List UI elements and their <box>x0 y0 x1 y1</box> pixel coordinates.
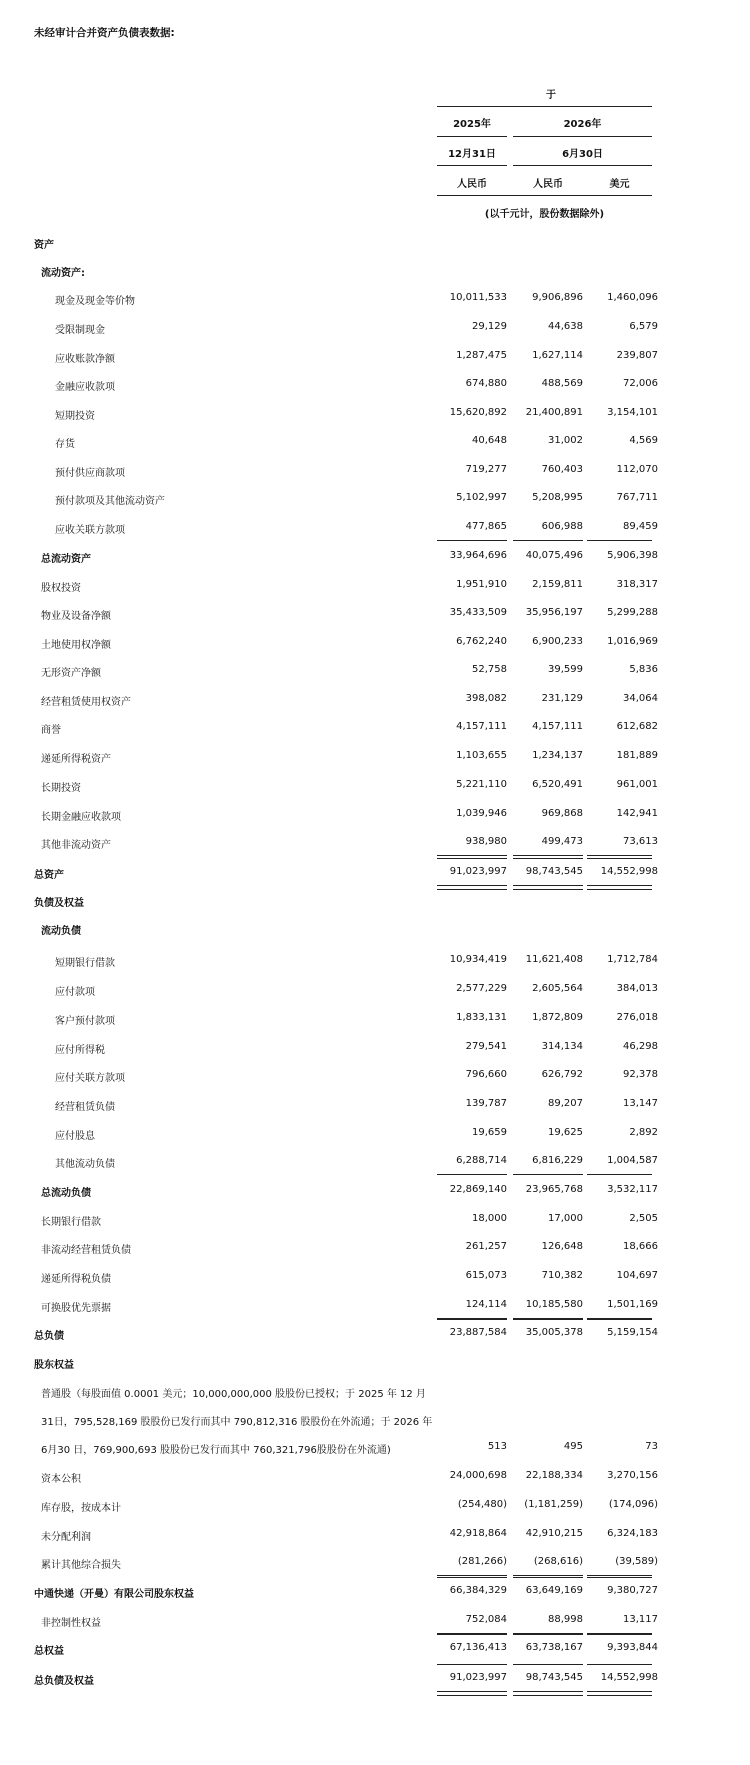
cell-jun-2026-rmb: 63,649,169 <box>525 1585 583 1596</box>
subtotal-rule <box>587 855 652 856</box>
row-label: 股权投资 <box>41 583 81 594</box>
cell-dec-2025-rmb: 752,084 <box>465 1614 507 1625</box>
cell-dec-2025-rmb: 6,288,714 <box>456 1155 507 1166</box>
cell-jun-2026-rmb: 11,621,408 <box>525 954 583 965</box>
row-label: 应付所得税 <box>55 1045 105 1056</box>
cell-jun-2026-usd: 5,299,288 <box>607 607 658 618</box>
row-label: 总资产 <box>34 870 64 881</box>
cell-jun-2026-usd: 34,064 <box>623 693 658 704</box>
cell-jun-2026-usd: 6,324,183 <box>607 1528 658 1539</box>
cell-jun-2026-rmb: 969,868 <box>541 808 583 819</box>
cell-dec-2025-rmb: 40,648 <box>472 435 507 446</box>
total-double-rule <box>513 885 583 890</box>
row-label: 总负债 <box>34 1331 64 1342</box>
row-label: 非控制性权益 <box>41 1618 101 1629</box>
cell-jun-2026-rmb: 1,627,114 <box>532 350 583 361</box>
cell-jun-2026-usd: 961,001 <box>616 779 658 790</box>
row-label: 应付关联方款项 <box>55 1073 125 1084</box>
subtotal-rule <box>513 855 583 856</box>
cell-jun-2026-rmb: 6,900,233 <box>532 636 583 647</box>
cell-dec-2025-rmb: 615,073 <box>465 1270 507 1281</box>
table-row <box>0 1672 750 1688</box>
cell-jun-2026-usd: 14,552,998 <box>600 866 658 877</box>
cell-dec-2025-rmb: 15,620,892 <box>449 407 507 418</box>
row-label: 短期银行借款 <box>55 958 115 969</box>
row-label: 应付款项 <box>55 987 95 998</box>
cell-jun-2026-usd: 5,836 <box>629 664 658 675</box>
cell-jun-2026-usd: 1,712,784 <box>607 954 658 965</box>
cell-dec-2025-rmb: 66,384,329 <box>449 1585 507 1596</box>
table-row <box>0 407 750 423</box>
row-label: 长期投资 <box>41 783 81 794</box>
table-row <box>0 1012 750 1028</box>
cell-dec-2025-rmb: 477,865 <box>465 521 507 532</box>
cell-dec-2025-rmb: 261,257 <box>465 1241 507 1252</box>
cell-jun-2026-usd: 73 <box>645 1441 658 1452</box>
table-row <box>0 922 750 938</box>
row-label: 存货 <box>55 439 75 450</box>
cell-jun-2026-rmb: (268,616) <box>533 1556 583 1567</box>
table-row <box>0 866 750 882</box>
cell-jun-2026-rmb: 42,910,215 <box>525 1528 583 1539</box>
cell-jun-2026-usd: 3,270,156 <box>607 1470 658 1481</box>
cell-jun-2026-usd: 1,501,169 <box>607 1299 658 1310</box>
cell-dec-2025-rmb: 4,157,111 <box>456 721 507 732</box>
total-top-rule <box>587 1577 652 1578</box>
subtotal-rule <box>437 540 507 541</box>
cell-dec-2025-rmb: 23,887,584 <box>449 1327 507 1338</box>
row-label: 未分配利润 <box>41 1532 91 1543</box>
total-top-rule <box>587 1319 652 1320</box>
cell-dec-2025-rmb: 1,103,655 <box>456 750 507 761</box>
table-row <box>0 808 750 824</box>
row-label: 应付股息 <box>55 1131 95 1142</box>
subtotal-rule <box>437 1174 507 1175</box>
table-row <box>0 1642 750 1658</box>
cell-jun-2026-rmb: 4,157,111 <box>532 721 583 732</box>
cell-jun-2026-usd: 181,889 <box>616 750 658 761</box>
cell-jun-2026-usd: 1,016,969 <box>607 636 658 647</box>
subtotal-rule <box>587 1575 652 1576</box>
cell-jun-2026-rmb: 606,988 <box>541 521 583 532</box>
row-label: 股东权益 <box>34 1360 74 1371</box>
cell-jun-2026-usd: 9,393,844 <box>607 1642 658 1653</box>
cell-jun-2026-usd: (39,589) <box>615 1556 658 1567</box>
header-rule-year-2025 <box>437 136 507 137</box>
cell-jun-2026-usd: 1,004,587 <box>607 1155 658 1166</box>
cell-jun-2026-usd: 5,159,154 <box>607 1327 658 1338</box>
total-double-rule <box>437 1691 507 1696</box>
cell-jun-2026-rmb: 6,520,491 <box>532 779 583 790</box>
header-year-2025: 2025年 <box>453 119 491 130</box>
row-label: 应收账款净额 <box>55 354 115 365</box>
cell-jun-2026-usd: 46,298 <box>623 1041 658 1052</box>
table-row <box>0 492 750 508</box>
table-row <box>0 579 750 595</box>
cell-jun-2026-rmb: 44,638 <box>548 321 583 332</box>
header-date-2026: 6月30日 <box>562 149 603 160</box>
cell-jun-2026-rmb: 9,906,896 <box>532 292 583 303</box>
cell-jun-2026-rmb: 1,234,137 <box>532 750 583 761</box>
cell-jun-2026-rmb: 22,188,334 <box>525 1470 583 1481</box>
total-top-rule <box>437 858 507 859</box>
cell-jun-2026-usd: 767,711 <box>616 492 658 503</box>
cell-dec-2025-rmb: 279,541 <box>465 1041 507 1052</box>
row-label: 长期银行借款 <box>41 1217 101 1228</box>
cell-dec-2025-rmb: 124,114 <box>465 1299 507 1310</box>
cell-jun-2026-usd: 2,892 <box>629 1127 658 1138</box>
cell-jun-2026-rmb: 10,185,580 <box>525 1299 583 1310</box>
row-label: 总流动负债 <box>41 1188 91 1199</box>
table-row <box>0 779 750 795</box>
row-label: 负债及权益 <box>34 898 84 909</box>
table-row <box>0 636 750 652</box>
cell-jun-2026-rmb: 19,625 <box>548 1127 583 1138</box>
row-label: 普通股（每股面值 0.0001 美元；10,000,000,000 股股份已授权；于 2025 年 12 月 <box>41 1389 426 1400</box>
header-rule-year-2026 <box>513 136 652 137</box>
cell-dec-2025-rmb: 29,129 <box>472 321 507 332</box>
cell-dec-2025-rmb: 796,660 <box>465 1069 507 1080</box>
total-top-rule <box>513 858 583 859</box>
cell-dec-2025-rmb: (254,480) <box>457 1499 507 1510</box>
row-label: 累计其他综合损失 <box>41 1560 121 1571</box>
row-label: 其他流动负债 <box>55 1159 115 1170</box>
row-label: 递延所得税负债 <box>41 1274 111 1285</box>
cell-jun-2026-usd: 1,460,096 <box>607 292 658 303</box>
row-label: 6月30 日，769,900,693 股股份已发行而其中 760,321,796股股份在外流通) <box>41 1445 391 1456</box>
cell-dec-2025-rmb: 2,577,229 <box>456 983 507 994</box>
total-double-rule <box>513 1691 583 1696</box>
cell-dec-2025-rmb: 1,039,946 <box>456 808 507 819</box>
table-row <box>0 750 750 766</box>
table-row <box>0 1441 750 1457</box>
row-label: 流动负债 <box>41 926 81 937</box>
table-row <box>0 894 750 910</box>
total-top-rule <box>587 1634 652 1635</box>
cell-dec-2025-rmb: 35,433,509 <box>449 607 507 618</box>
table-row <box>0 550 750 566</box>
table-row <box>0 1356 750 1372</box>
table-row <box>0 435 750 451</box>
cell-dec-2025-rmb: 513 <box>487 1441 507 1452</box>
table-row <box>0 464 750 480</box>
cell-jun-2026-rmb: 314,134 <box>541 1041 583 1052</box>
cell-jun-2026-usd: 104,697 <box>616 1270 658 1281</box>
cell-dec-2025-rmb: 6,762,240 <box>456 636 507 647</box>
table-row <box>0 1184 750 1200</box>
table-row <box>0 321 750 337</box>
cell-dec-2025-rmb: 5,102,997 <box>456 492 507 503</box>
cell-jun-2026-rmb: 21,400,891 <box>525 407 583 418</box>
row-label: 预付供应商款项 <box>55 468 125 479</box>
cell-dec-2025-rmb: 1,951,910 <box>456 579 507 590</box>
cell-jun-2026-rmb: 1,872,809 <box>532 1012 583 1023</box>
cell-dec-2025-rmb: 10,934,419 <box>449 954 507 965</box>
cell-jun-2026-rmb: 5,208,995 <box>532 492 583 503</box>
header-currency-rmb-2026: 人民币 <box>533 179 563 190</box>
cell-jun-2026-rmb: (1,181,259) <box>524 1499 583 1510</box>
table-row <box>0 1155 750 1171</box>
cell-dec-2025-rmb: 91,023,997 <box>449 866 507 877</box>
row-label: 经营租赁使用权资产 <box>41 697 131 708</box>
header-currency-rmb-2025: 人民币 <box>457 179 487 190</box>
cell-jun-2026-usd: 276,018 <box>616 1012 658 1023</box>
cell-jun-2026-rmb: 495 <box>563 1441 583 1452</box>
header-date-2025: 12月31日 <box>448 149 496 160</box>
table-row <box>0 1270 750 1286</box>
cell-jun-2026-rmb: 31,002 <box>548 435 583 446</box>
cell-jun-2026-usd: 72,006 <box>623 378 658 389</box>
header-year-2026: 2026年 <box>563 119 602 130</box>
header-as-of: 于 <box>546 90 556 101</box>
row-label: 应收关联方款项 <box>55 525 125 536</box>
row-label: 31日，795,528,169 股股份已发行而其中 790,812,316 股股份在外流通；于 2026 年 <box>41 1417 433 1428</box>
table-row <box>0 236 750 252</box>
table-row <box>0 1041 750 1057</box>
row-label: 商誉 <box>41 725 61 736</box>
cell-jun-2026-rmb: 89,207 <box>548 1098 583 1109</box>
total-top-rule <box>513 1577 583 1578</box>
header-unit-note: (以千元计，股份数据除外) <box>484 209 605 220</box>
subtotal-rule <box>513 540 583 541</box>
row-label: 长期金融应收款项 <box>41 812 121 823</box>
cell-dec-2025-rmb: 1,287,475 <box>456 350 507 361</box>
cell-jun-2026-rmb: 35,956,197 <box>525 607 583 618</box>
cell-jun-2026-usd: 5,906,398 <box>607 550 658 561</box>
table-row <box>0 664 750 680</box>
table-row <box>0 1499 750 1515</box>
cell-jun-2026-usd: 6,579 <box>629 321 658 332</box>
cell-dec-2025-rmb: 10,011,533 <box>449 292 507 303</box>
subtotal-rule <box>437 1575 507 1576</box>
row-label: 流动资产: <box>41 268 85 279</box>
total-double-rule <box>587 1691 652 1696</box>
cell-jun-2026-usd: 612,682 <box>616 721 658 732</box>
cell-dec-2025-rmb: 1,833,131 <box>456 1012 507 1023</box>
row-label: 总负债及权益 <box>34 1676 94 1687</box>
table-row <box>0 693 750 709</box>
table-row <box>0 1470 750 1486</box>
cell-dec-2025-rmb: 398,082 <box>465 693 507 704</box>
cell-jun-2026-rmb: 2,605,564 <box>532 983 583 994</box>
table-row <box>0 350 750 366</box>
header-rule-currency <box>437 195 652 196</box>
cell-jun-2026-rmb: 98,743,545 <box>525 866 583 877</box>
row-label: 现金及现金等价物 <box>55 296 135 307</box>
cell-jun-2026-usd: 13,147 <box>623 1098 658 1109</box>
table-row <box>0 264 750 280</box>
table-row <box>0 836 750 852</box>
row-label: 无形资产净额 <box>41 668 101 679</box>
document-title: 未经审计合并资产负债表数据: <box>34 27 175 39</box>
table-row <box>0 1098 750 1114</box>
header-rule-date-2026 <box>513 165 652 166</box>
row-label: 总权益 <box>34 1646 64 1657</box>
cell-jun-2026-rmb: 40,075,496 <box>525 550 583 561</box>
cell-jun-2026-usd: (174,096) <box>608 1499 658 1510</box>
table-row <box>0 1327 750 1343</box>
row-label: 非流动经营租赁负债 <box>41 1245 131 1256</box>
table-row <box>0 1585 750 1601</box>
cell-jun-2026-usd: 18,666 <box>623 1241 658 1252</box>
subtotal-rule <box>513 1575 583 1576</box>
subtotal-rule <box>587 540 652 541</box>
cell-dec-2025-rmb: 674,880 <box>465 378 507 389</box>
cell-jun-2026-rmb: 88,998 <box>548 1614 583 1625</box>
table-row <box>0 1413 750 1429</box>
cell-jun-2026-usd: 73,613 <box>623 836 658 847</box>
table-row <box>0 292 750 308</box>
total-top-rule <box>513 1319 583 1320</box>
cell-dec-2025-rmb: 719,277 <box>465 464 507 475</box>
row-label: 中通快递（开曼）有限公司股东权益 <box>34 1589 194 1600</box>
cell-jun-2026-rmb: 35,005,378 <box>525 1327 583 1338</box>
table-row <box>0 954 750 970</box>
row-label: 总流动资产 <box>41 554 91 565</box>
cell-dec-2025-rmb: 42,918,864 <box>449 1528 507 1539</box>
table-row <box>0 1528 750 1544</box>
cell-jun-2026-usd: 2,505 <box>629 1213 658 1224</box>
table-row <box>0 1069 750 1085</box>
table-row <box>0 1299 750 1315</box>
table-row <box>0 607 750 623</box>
table-row <box>0 521 750 537</box>
row-label: 资本公积 <box>41 1474 81 1485</box>
cell-jun-2026-usd: 318,317 <box>616 579 658 590</box>
cell-dec-2025-rmb: 24,000,698 <box>449 1470 507 1481</box>
cell-dec-2025-rmb: 938,980 <box>465 836 507 847</box>
cell-jun-2026-usd: 239,807 <box>616 350 658 361</box>
row-label: 资产 <box>34 240 54 251</box>
cell-jun-2026-usd: 9,380,727 <box>607 1585 658 1596</box>
cell-jun-2026-rmb: 39,599 <box>548 664 583 675</box>
row-label: 金融应收款项 <box>55 382 115 393</box>
cell-jun-2026-rmb: 2,159,811 <box>532 579 583 590</box>
cell-dec-2025-rmb: 91,023,997 <box>449 1672 507 1683</box>
total-double-rule <box>437 885 507 890</box>
table-row <box>0 1614 750 1630</box>
cell-dec-2025-rmb: 5,221,110 <box>456 779 507 790</box>
total-top-rule <box>587 1664 652 1665</box>
cell-jun-2026-rmb: 17,000 <box>548 1213 583 1224</box>
total-top-rule <box>513 1664 583 1665</box>
row-label: 短期投资 <box>55 411 95 422</box>
cell-dec-2025-rmb: 33,964,696 <box>449 550 507 561</box>
cell-jun-2026-rmb: 126,648 <box>541 1241 583 1252</box>
cell-jun-2026-rmb: 488,569 <box>541 378 583 389</box>
header-currency-usd-2026: 美元 <box>609 179 630 190</box>
cell-jun-2026-rmb: 760,403 <box>541 464 583 475</box>
cell-jun-2026-rmb: 231,129 <box>541 693 583 704</box>
cell-jun-2026-usd: 89,459 <box>623 521 658 532</box>
cell-jun-2026-usd: 14,552,998 <box>600 1672 658 1683</box>
table-row <box>0 1127 750 1143</box>
total-top-rule <box>437 1664 507 1665</box>
cell-dec-2025-rmb: 19,659 <box>472 1127 507 1138</box>
row-label: 可换股优先票据 <box>41 1303 111 1314</box>
table-row <box>0 1556 750 1572</box>
header-rule-top <box>437 106 652 107</box>
row-label: 受限制现金 <box>55 325 105 336</box>
table-row <box>0 1385 750 1401</box>
cell-dec-2025-rmb: (281,266) <box>457 1556 507 1567</box>
cell-dec-2025-rmb: 139,787 <box>465 1098 507 1109</box>
cell-jun-2026-rmb: 499,473 <box>541 836 583 847</box>
cell-jun-2026-rmb: 710,382 <box>541 1270 583 1281</box>
total-top-rule <box>513 1634 583 1635</box>
table-row <box>0 378 750 394</box>
cell-jun-2026-usd: 13,117 <box>623 1614 658 1625</box>
table-row <box>0 1241 750 1257</box>
cell-jun-2026-usd: 384,013 <box>616 983 658 994</box>
cell-jun-2026-rmb: 98,743,545 <box>525 1672 583 1683</box>
cell-jun-2026-usd: 4,569 <box>629 435 658 446</box>
total-top-rule <box>437 1634 507 1635</box>
table-row <box>0 1213 750 1229</box>
row-label: 物业及设备净额 <box>41 611 111 622</box>
total-top-rule <box>437 1319 507 1320</box>
cell-jun-2026-rmb: 626,792 <box>541 1069 583 1080</box>
subtotal-rule <box>437 855 507 856</box>
row-label: 其他非流动资产 <box>41 840 111 851</box>
cell-dec-2025-rmb: 52,758 <box>472 664 507 675</box>
cell-dec-2025-rmb: 67,136,413 <box>449 1642 507 1653</box>
cell-jun-2026-usd: 3,154,101 <box>607 407 658 418</box>
cell-jun-2026-rmb: 63,738,167 <box>525 1642 583 1653</box>
cell-dec-2025-rmb: 22,869,140 <box>449 1184 507 1195</box>
cell-jun-2026-rmb: 23,965,768 <box>525 1184 583 1195</box>
cell-jun-2026-rmb: 6,816,229 <box>532 1155 583 1166</box>
subtotal-rule <box>513 1174 583 1175</box>
table-row <box>0 721 750 737</box>
total-top-rule <box>587 858 652 859</box>
row-label: 经营租赁负债 <box>55 1102 115 1113</box>
total-top-rule <box>437 1577 507 1578</box>
cell-jun-2026-usd: 92,378 <box>623 1069 658 1080</box>
row-label: 预付款项及其他流动资产 <box>55 496 165 507</box>
cell-jun-2026-usd: 142,941 <box>616 808 658 819</box>
subtotal-rule <box>587 1174 652 1175</box>
row-label: 土地使用权净额 <box>41 640 111 651</box>
header-rule-date-2025 <box>437 165 507 166</box>
total-double-rule <box>587 885 652 890</box>
cell-jun-2026-usd: 3,532,117 <box>607 1184 658 1195</box>
row-label: 库存股，按成本计 <box>41 1503 121 1514</box>
table-row <box>0 983 750 999</box>
cell-jun-2026-usd: 112,070 <box>616 464 658 475</box>
row-label: 客户预付款项 <box>55 1016 115 1027</box>
row-label: 递延所得税资产 <box>41 754 111 765</box>
cell-dec-2025-rmb: 18,000 <box>472 1213 507 1224</box>
